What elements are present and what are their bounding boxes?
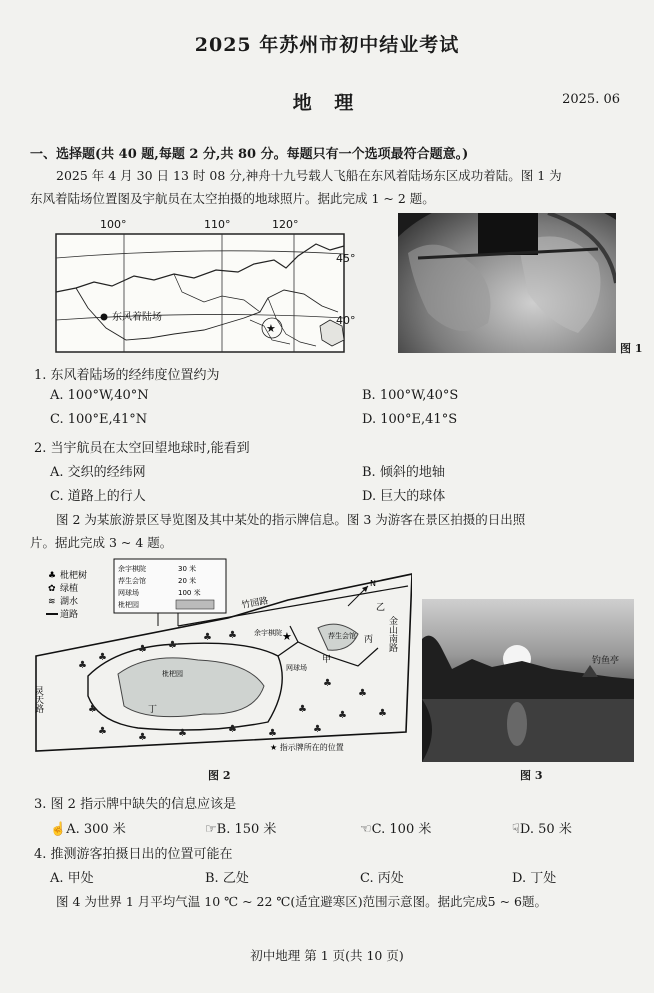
hand-point-up-icon: ☝ <box>50 822 67 837</box>
svg-text:♣: ♣ <box>268 728 277 739</box>
intro-line: 东风着陆场位置图及宇航员在太空拍摄的地球照片。据此完成 1 ~ 2 题。 <box>30 191 435 206</box>
subject-title: 地 理 <box>292 92 362 114</box>
q3-option-d[interactable] <box>512 818 572 837</box>
intro-paragraph-3 <box>30 890 640 913</box>
svg-text:♣: ♣ <box>228 630 237 641</box>
capital-star-icon: ★ <box>266 322 276 335</box>
sign-item: 网球场 <box>118 589 139 597</box>
sign-item: 30 米 <box>178 565 197 573</box>
central-lake <box>118 658 264 717</box>
svg-text:♣: ♣ <box>168 640 177 651</box>
intro-paragraph-1 <box>30 164 630 210</box>
place-label: 余宇棋院 <box>254 629 282 637</box>
q2-option-a[interactable]: A. 交织的经纬网 <box>50 465 146 480</box>
q4-option-a[interactable]: A. 甲处 <box>50 871 94 886</box>
option-text: A. 300 米 <box>66 822 126 837</box>
q3-option-b[interactable] <box>205 818 276 837</box>
figure3-caption: 图 3 <box>520 769 543 782</box>
legend-shrub-icon: ✿ <box>48 584 56 594</box>
question-2-stem: 2. 当宇航员在太空回望地球时,能看到 <box>34 441 250 456</box>
legend-label: 湖水 <box>60 597 79 607</box>
place-label: 荐生会馆 <box>328 632 356 640</box>
exam-title: 2025 年苏州市初中结业考试 <box>194 34 460 56</box>
road-label-right: 金山南路 <box>387 616 397 652</box>
water-reflection <box>422 699 634 762</box>
landing-site-dot <box>101 314 108 321</box>
legend-label: 绿植 <box>60 584 79 594</box>
q4-option-b[interactable]: B. 乙处 <box>205 871 249 886</box>
section-heading: 一、选择题(共 40 题,每题 2 分,共 80 分。每题只有一个选项最符合题意。) <box>30 147 469 162</box>
road-label-left: 灵天路 <box>33 686 43 713</box>
sunrise-photo <box>422 599 634 762</box>
intro-line: 2025 年 4 月 30 日 13 时 08 分,神舟十九号载人飞船在东风着陆场东区成功着陆。图 1 为 <box>56 168 562 183</box>
svg-text:♣: ♣ <box>323 678 332 689</box>
svg-text:♣: ♣ <box>98 726 107 737</box>
svg-text:♣: ♣ <box>203 632 212 643</box>
option-text: D. 50 米 <box>519 822 572 837</box>
signboard-location-star-icon: ★ <box>282 630 292 643</box>
lat-label: 45° <box>336 252 356 265</box>
figure1-caption: 图 1 <box>620 342 643 355</box>
lat-label: 40° <box>336 314 356 327</box>
svg-text:♣: ♣ <box>378 708 387 719</box>
svg-text:♣: ♣ <box>178 728 187 739</box>
svg-text:♣: ♣ <box>298 704 307 715</box>
svg-text:♣: ♣ <box>98 652 107 663</box>
place-label-bing: 丙 <box>364 635 374 645</box>
q3-option-a[interactable] <box>50 818 126 837</box>
sign-item: 枇杷园 <box>118 601 139 609</box>
q1-option-d[interactable]: D. 100°E,41°S <box>362 412 458 427</box>
question-3-stem: 3. 图 2 指示牌中缺失的信息应该是 <box>34 797 237 812</box>
place-label: 网球场 <box>286 664 307 672</box>
spacecraft-module <box>478 213 538 255</box>
svg-text:♣: ♣ <box>78 660 87 671</box>
legend-label: 道路 <box>60 610 79 620</box>
intro-line: 图 4 为世界 1 月平均气温 10 ℃ ~ 22 ℃(适宜避寒区)范围示意图。据此完成5 ~ 6题。 <box>56 894 547 909</box>
svg-text:♣: ♣ <box>228 724 237 735</box>
q2-option-c[interactable]: C. 道路上的行人 <box>50 489 146 504</box>
hand-point-down-icon: ☟ <box>512 822 520 837</box>
figure2-map <box>28 556 412 766</box>
lon-label: 120° <box>272 218 299 231</box>
q4-option-c[interactable]: C. 丙处 <box>360 871 404 886</box>
sign-item: 荐生会馆 <box>118 577 146 585</box>
lon-label: 110° <box>204 218 231 231</box>
page-footer: 初中地理 第 1 页(共 10 页) <box>250 948 404 963</box>
sign-item: 20 米 <box>178 577 197 585</box>
svg-text:♣: ♣ <box>138 732 147 743</box>
legend-tree-icon: ♣ <box>48 571 57 581</box>
hand-point-left-icon: ☜ <box>360 822 372 837</box>
q2-option-b[interactable]: B. 倾斜的地轴 <box>362 465 445 480</box>
place-label-ding: 丁 <box>148 705 158 715</box>
q3-option-c[interactable] <box>360 818 431 837</box>
sign-item: 余宇棋院 <box>118 565 146 573</box>
hand-point-right-icon: ☞ <box>205 822 217 837</box>
landing-site-label: 东风着陆场 <box>112 312 162 323</box>
legend-label: 枇杷树 <box>60 571 88 581</box>
sign-missing-item <box>176 600 214 609</box>
question-1-stem: 1. 东风着陆场的经纬度位置约为 <box>34 368 220 383</box>
sign-item: 100 米 <box>178 589 201 597</box>
lon-label: 100° <box>100 218 127 231</box>
q1-option-c[interactable]: C. 100°E,41°N <box>50 412 148 427</box>
place-label: 枇杷园 <box>162 670 183 678</box>
option-text: B. 150 米 <box>216 822 277 837</box>
earth-photo <box>398 213 616 353</box>
place-label-yi: 乙 <box>376 603 386 613</box>
pavilion-label: 钓鱼亭 <box>592 656 620 666</box>
star-note: ★ 指示牌所在的位置 <box>270 743 344 752</box>
option-text: C. 100 米 <box>371 822 432 837</box>
figure2-caption: 图 2 <box>208 769 231 782</box>
intro-paragraph-2 <box>30 508 630 554</box>
intro-line: 图 2 为某旅游景区导览图及其中某处的指示牌信息。图 3 为游客在景区拍摄的日出照 <box>56 512 526 527</box>
svg-text:♣: ♣ <box>338 710 347 721</box>
svg-text:♣: ♣ <box>313 724 322 735</box>
legend-water-icon: ≋ <box>48 597 56 607</box>
q1-option-a[interactable]: A. 100°W,40°N <box>50 388 149 403</box>
svg-text:♣: ♣ <box>138 644 147 655</box>
svg-text:♣: ♣ <box>358 688 367 699</box>
svg-text:♣: ♣ <box>88 704 97 715</box>
q4-option-d[interactable]: D. 丁处 <box>512 871 557 886</box>
road-label-top: 竹园路 <box>240 596 270 611</box>
q2-option-d[interactable]: D. 巨大的球体 <box>362 489 446 504</box>
q1-option-b[interactable]: B. 100°W,40°S <box>362 388 459 403</box>
exam-date: 2025. 06 <box>562 92 620 107</box>
place-label-jia: 甲 <box>322 655 332 665</box>
intro-line: 片。据此完成 3 ~ 4 题。 <box>30 535 173 550</box>
question-4-stem: 4. 推测游客拍摄日出的位置可能在 <box>34 847 233 862</box>
figure1-map <box>54 216 366 356</box>
north-label: N <box>370 579 376 588</box>
